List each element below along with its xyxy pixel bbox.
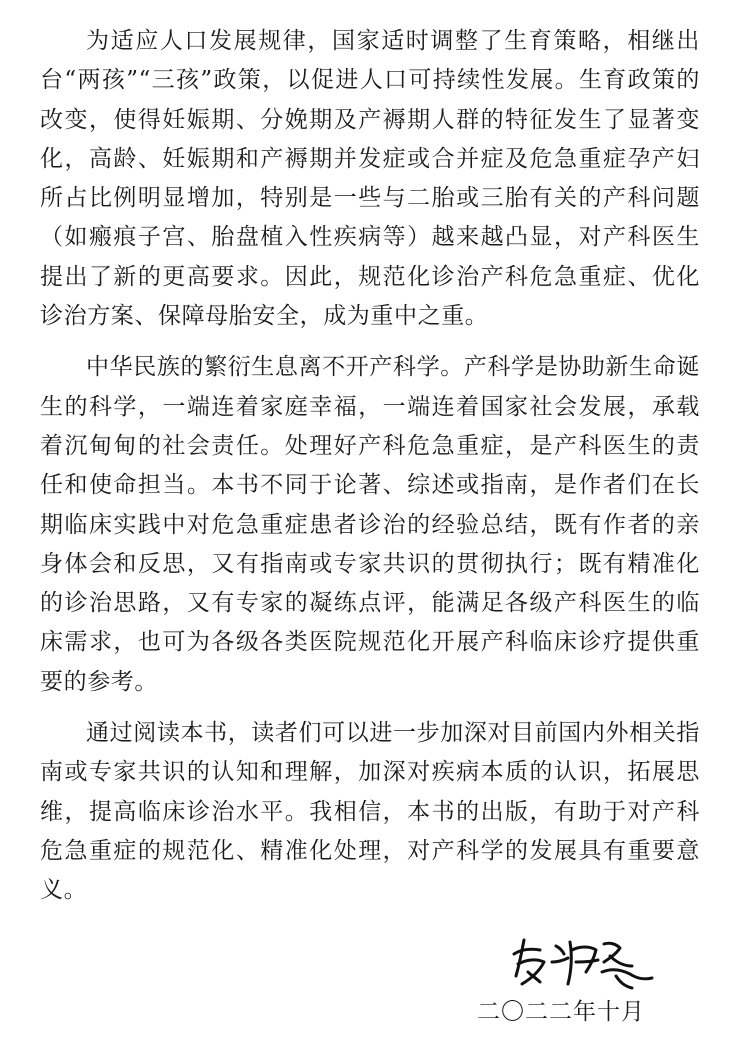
handwritten-signature (506, 932, 656, 992)
signature-icon (506, 932, 656, 992)
date-line: 二〇二二年十月 (477, 999, 645, 1025)
preface-body (40, 22, 700, 923)
paragraph-1: 为适应人口发展规律，国家适时调整了生育策略，相继出台“两孩”“三孩”政策，以促进人口可持续性发展。生育政策的改变，使得妊娠期、分娩期及产褥期人群的特征发生了显著变化，高龄、妊娠期和产褥期并发症或合并症及危急重症孕产妇所占比例明显增加，特别是一些与二胎或三胎有关的产科问题（如瘢痕子宫、胎盘植入性疾病等）越来越凸显，对产科医生提出了新的更高要求。因此，规范化诊治产科危急重症、优化诊治方案、保障母胎安全，成为重中之重。 (40, 28, 700, 330)
paragraph-2: 中华民族的繁衍生息离不开产科学。产科学是协助新生命诞生的科学，一端连着家庭幸福，一端连着国家社会发展，承载着沉甸甸的社会责任。处理好产科危急重症，是产科医生的责任和使命担当。本书不同于论著、综述或指南，是作者们在长期临床实践中对危急重症患者诊治的经验总结，既有作者的亲身体会和反思，又有指南或专家共识的贯彻执行；既有精准化的诊治思路，又有专家的凝练点评，能满足各级产科医生的临床需求，也可为各级各类医院规范化开展产科临床诊疗提供重要的参考。 (40, 354, 700, 695)
paragraph-3: 通过阅读本书，读者们可以进一步加深对目前国内外相关指南或专家共识的认知和理解，加深对疾病本质的认识，拓展思维，提高临床诊治水平。我相信，本书的出版，有助于对产科危急重症的规范化、精准化处理，对产科学的发展具有重要意义。 (40, 720, 700, 904)
